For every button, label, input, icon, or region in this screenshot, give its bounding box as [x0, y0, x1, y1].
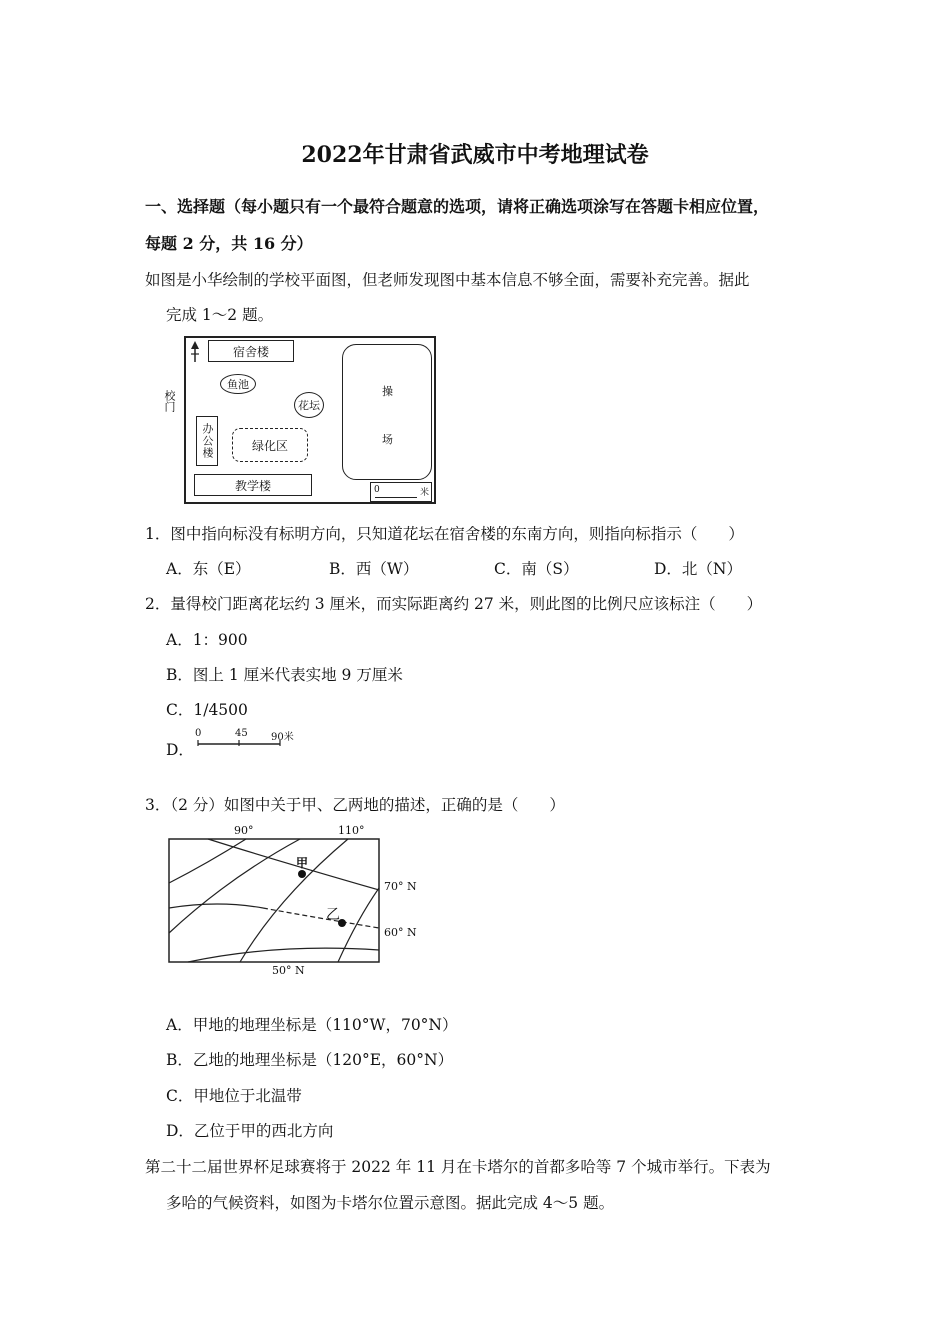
intro1-line1: 如图是小华绘制的学校平面图，但老师发现图中基本信息不够全面，需要补充完善。据此 — [145, 271, 750, 289]
green-area: 绿化区 — [232, 428, 308, 462]
intro2-line2: 多哈的气候资料，如图为卡塔尔位置示意图。据此完成 4～5 题。 — [166, 1194, 615, 1212]
graticule-map — [160, 822, 430, 980]
intro2-line1: 第二十二届世界杯足球赛将于 2022 年 11 月在卡塔尔的首都多哈等 7 个城市举行。下表为 — [145, 1158, 771, 1176]
lat-label-60: 60° N — [384, 926, 417, 939]
intro1-line2: 完成 1～2 题。 — [166, 306, 274, 324]
q2-option-a: A．1：900 — [166, 631, 248, 649]
point-yi-label: 乙 — [326, 907, 340, 923]
q1-option-a: A．东（E） — [166, 560, 251, 578]
scale-tick-45: 45 — [235, 728, 248, 739]
q3-stem: 3．（2 分）如图中关于甲、乙两地的描述，正确的是（ ） — [145, 796, 565, 814]
q2-stem: 2．量得校门距离花坛约 3 厘米，而实际距离约 27 米，则此图的比例尺应该标注（ ） — [145, 595, 763, 613]
q1-option-b: B．西（W） — [329, 560, 419, 578]
scale-tick-90: 90米 — [271, 732, 294, 743]
q3-option-d: D．乙位于甲的西北方向 — [166, 1122, 334, 1140]
q2-option-b: B．图上 1 厘米代表实地 9 万厘米 — [166, 666, 403, 684]
scale-line-icon — [195, 740, 285, 748]
graticule-lines — [168, 838, 380, 963]
school-gate-label: 校门 — [163, 390, 176, 412]
lon-label-90: 90° — [234, 824, 254, 837]
scale-zero-label: 0 — [374, 485, 380, 495]
lat-label-50: 50° N — [272, 964, 305, 977]
office-building: 办公楼 — [196, 416, 218, 466]
q3-option-b: B．乙地的地理坐标是（120°E，60°N） — [166, 1051, 454, 1069]
q2-option-d: D． — [166, 741, 194, 759]
q3-option-a: A．甲地的地理坐标是（110°W，70°N） — [166, 1016, 458, 1034]
lat-label-70: 70° N — [384, 880, 417, 893]
scale-bar-box — [370, 482, 432, 502]
q1-stem: 1．图中指向标没有标明方向，只知道花坛在宿舍楼的东南方向，则指向标指示（ ） — [145, 525, 744, 543]
playground-label-1: 操 — [382, 385, 393, 398]
lon-label-110: 110° — [338, 824, 365, 837]
fish-pond: 鱼池 — [220, 374, 256, 394]
school-map — [160, 332, 450, 507]
scale-unit-label: 米 — [420, 488, 430, 498]
page-title: 2022年甘肃省武威市中考地理试卷 — [301, 142, 649, 168]
q1-option-c: C．南（S） — [494, 560, 579, 578]
q1-option-d: D．北（N） — [654, 560, 742, 578]
scale-line — [375, 497, 417, 498]
q3-option-c: C．甲地位于北温带 — [166, 1087, 302, 1105]
q2-option-c: C．1/4500 — [166, 701, 248, 719]
scale-tick-0: 0 — [195, 728, 202, 739]
teaching-building: 教学楼 — [194, 474, 312, 496]
flower-bed: 花坛 — [294, 392, 324, 418]
dorm-building: 宿舍楼 — [208, 340, 294, 362]
section-heading-line1: 一、选择题（每小题只有一个最符合题意的选项，请将正确选项涂写在答题卡相应位置， — [145, 197, 770, 216]
point-jia-label: 甲 — [296, 856, 309, 870]
north-arrow-icon — [188, 340, 202, 364]
playground-label-2: 场 — [382, 433, 393, 446]
section-heading-line2: 每题 2 分，共 16 分） — [145, 234, 313, 253]
playground — [342, 344, 432, 480]
q2-scale-bar — [195, 728, 305, 752]
